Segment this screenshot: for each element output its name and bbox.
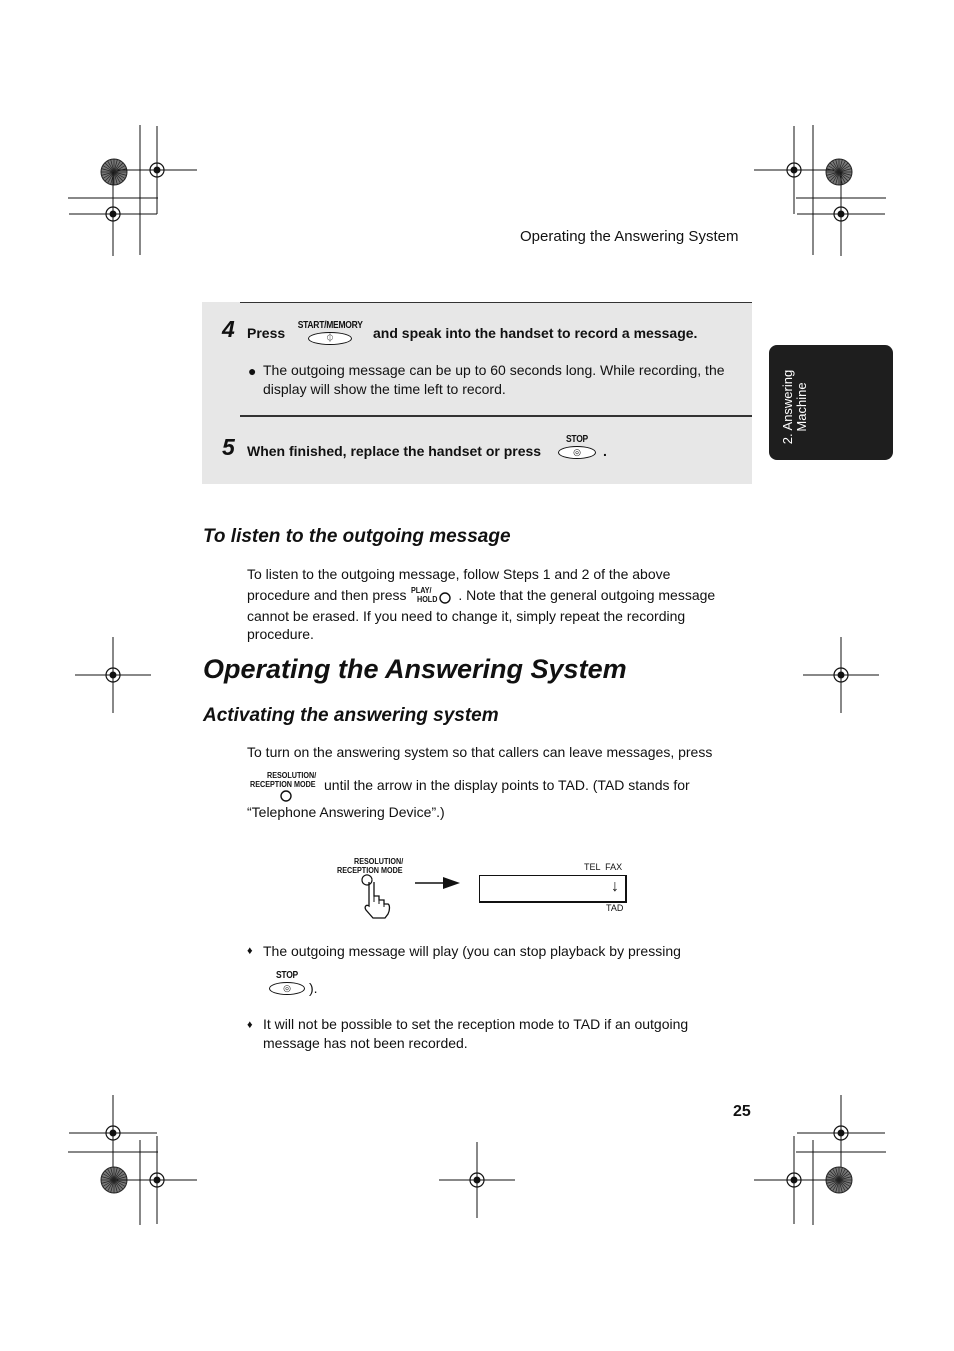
activating-line-2: until the arrow in the display points to TAD. (TAD stands for [324, 777, 690, 793]
display-window [479, 875, 627, 903]
section-title: Operating the Answering System [203, 654, 627, 684]
step-5-text-before: When finished, replace the handset or press [247, 443, 542, 459]
activating-heading: Activating the answering system [203, 705, 499, 726]
listen-line-3: cannot be erased. If you need to change it, simply repeat the recording [247, 608, 686, 624]
figure-key-label-bottom: RECEPTION MODE [337, 866, 403, 875]
step-5-number: 5 [222, 434, 235, 460]
step-4-text-before: Press [247, 325, 286, 341]
reception-mode-key-label-bottom: RECEPTION MODE [250, 780, 316, 789]
stop-key-note [267, 970, 307, 995]
divider [240, 415, 752, 417]
listen-line-2-before: procedure and then press [247, 587, 407, 603]
display-bottom-label: TAD [606, 903, 624, 913]
reception-mode-key [250, 771, 320, 805]
start-icon: ⏀ [325, 333, 335, 343]
step-4-bullet: The outgoing message can be up to 60 seconds long. While recording, the display will show the time left to record. [263, 362, 725, 397]
start-memory-key [292, 320, 368, 345]
listen-line-1: To listen to the outgoing message, follow Steps 1 and 2 of the above [247, 566, 671, 582]
side-tab-line1: 2. Answering [780, 369, 795, 445]
play-hold-key-label-top: PLAY/ [411, 586, 432, 595]
stop-key-note-label: STOP [276, 970, 298, 981]
stop-icon: ◎ [573, 447, 581, 457]
play-hold-key-label-bottom: HOLD [417, 595, 438, 604]
listen-heading: To listen to the outgoing message [203, 526, 511, 547]
reception-mode-icon [279, 789, 293, 803]
stop-icon: ◎ [283, 983, 291, 993]
stop-key [556, 434, 598, 459]
diamond-bullet-icon: ♦ [247, 945, 253, 957]
side-tab-line2: Machine [794, 382, 809, 432]
display-top-labels: TEL FAX [584, 862, 623, 872]
figure-key-press [337, 857, 417, 921]
listen-line-4: procedure. [247, 626, 314, 642]
note-2-line-1: It will not be possible to set the reception mode to TAD if an outgoing [263, 1016, 689, 1032]
activating-line-1: To turn on the answering system so that callers can leave messages, press [247, 744, 713, 760]
chapter-side-tab [769, 345, 893, 460]
diamond-bullet-icon: ♦ [247, 1019, 253, 1031]
bullet-dot: ● [248, 363, 257, 379]
activating-line-3: “Telephone Answering Device”.) [247, 804, 445, 820]
listen-line-2 [247, 585, 715, 605]
note-1-end: ). [309, 980, 318, 996]
play-hold-icon [438, 591, 452, 605]
step-4-number: 4 [222, 316, 235, 342]
play-hold-key [410, 587, 454, 605]
stop-key-label: STOP [566, 434, 588, 445]
start-memory-key-label: START/MEMORY [297, 320, 363, 331]
page-number: 25 [733, 1103, 751, 1120]
pointing-hand-icon [361, 874, 393, 920]
arrow-right-icon [415, 876, 461, 890]
figure-key-label-top: RESOLUTION/ [354, 857, 404, 866]
running-head: Operating the Answering System [520, 228, 739, 245]
steps-box [202, 302, 752, 484]
divider [240, 302, 752, 303]
listen-line-2-after: . Note that the general outgoing message [458, 587, 716, 603]
down-arrow-icon: ↓ [611, 878, 619, 895]
reception-mode-key-label-top: RESOLUTION/ [267, 771, 317, 780]
step-4-text-after: and speak into the handset to record a message. [373, 325, 698, 341]
step-5-text-after: . [603, 443, 607, 459]
note-2-line-2: message has not been recorded. [263, 1035, 468, 1051]
note-1-text: The outgoing message will play (you can stop playback by pressing [263, 943, 681, 959]
